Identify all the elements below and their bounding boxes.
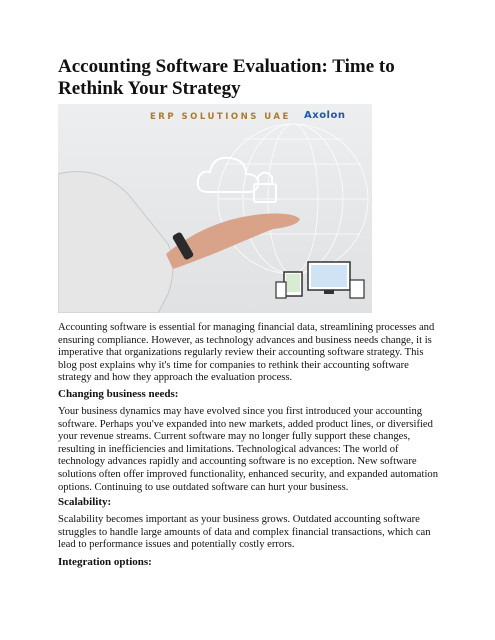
hero-image xyxy=(58,104,372,313)
hero-illustration xyxy=(58,104,372,313)
section-body: Your business dynamics may have evolved since you first introduced your accounting software. Perhaps you've expanded into new markets, added product lines, or diversified your revenue streams. Current software may no longer fully support these changes, resulting in inefficiencies and limitations. Technological advances: The world of technology advances rapidly and accounting software is no exception. New software solutions often offer improved functionality, enhanced security, and expanded automation options. Continuing to use outdated software can hurt your business. xyxy=(58,406,438,493)
article-title: Accounting Software Evaluation: Time to Rethink Your Strategy xyxy=(58,56,395,99)
hero-banner-text: ERP SOLUTIONS UAE xyxy=(150,112,291,122)
brand-logo: Axolon xyxy=(304,110,346,121)
section-heading: Integration options: xyxy=(58,556,152,568)
section-heading: Changing business needs: xyxy=(58,388,179,400)
section-body: Scalability becomes important as your business grows. Outdated accounting software struggles to handle large amounts of data and complex financial transactions, which can lead to performance issues and potentially costly errors. xyxy=(58,514,431,551)
section-heading: Scalability: xyxy=(58,496,112,508)
intro-paragraph: Accounting software is essential for managing financial data, streamlining processes and ensuring compliance. However, as technology advances and business needs change, it is imperative that organizations regularly review their accounting software strategy. This blog post explains why it's time for companies to rethink their accounting software strategy and how they approach the evaluation process. xyxy=(58,322,435,384)
